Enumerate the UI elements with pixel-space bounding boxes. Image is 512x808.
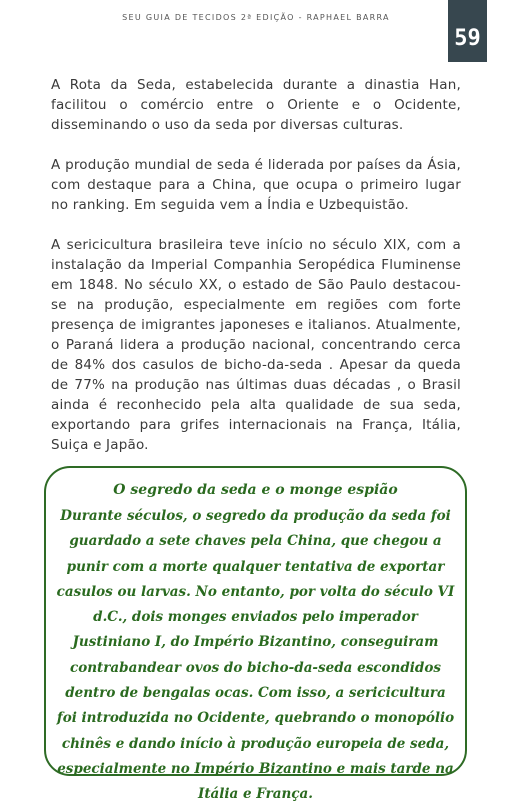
callout-box (44, 466, 467, 803)
paragraph-world-production: A produção mundial de seda é liderada por países da Ásia, com destaque para a China, que ocupa o primeiro lugar no ranking. Em seguida vem a Índia e Uzbequistão. (51, 157, 461, 213)
body-text (51, 75, 461, 455)
page-number-tab: 59 (448, 0, 487, 62)
running-header: SEU GUIA DE TECIDOS 2ª EDIÇÃO - RAPHAEL BARRA (122, 13, 390, 22)
callout-title: O segredo da seda e o monge espião (113, 482, 398, 498)
callout-body: Durante séculos, o segredo da produção da seda foi guardado a sete chaves pela China, que chegou a punir com a morte qualquer tentativa de exportar casulos ou larvas. No entanto, por volta do século VI d.C., dois monges enviados pelo imperador Justiniano I, do Império Bizantino, conseguiram contrabandear ovos do bicho-da-seda escondidos dentro de bengalas ocas. Com isso, a sericicultura foi introduzida no Ocidente, quebrando o monopólio chinês e dando início à produção europeia de seda, especialmente no Império Bizantino e mais tarde na Itália e França. (56, 508, 455, 803)
paragraph-brazil-sericulture: A sericicultura brasileira teve início no século XIX, com a instalação da Imperial Companhia Seropédica Fluminense em 1848. No século XX, o estado de São Paulo destacou-se na produção, especialmente em regiões com forte presença de imigrantes japoneses e italianos. Atualmente, o Paraná lidera a produção nacional, concentrando cerca de 84% dos casulos de bicho-da-seda . Apesar da queda de 77% na produção nas últimas duas décadas , o Brasil ainda é reconhecido pela alta qualidade de sua seda, exportando para grifes internacionais na França, Itália, Suiça e Japão. (51, 237, 461, 453)
paragraph-silk-road: A Rota da Seda, estabelecida durante a dinastia Han, facilitou o comércio entre o Oriente e o Ocidente, disseminando o uso da seda por diversas culturas. (51, 77, 461, 133)
